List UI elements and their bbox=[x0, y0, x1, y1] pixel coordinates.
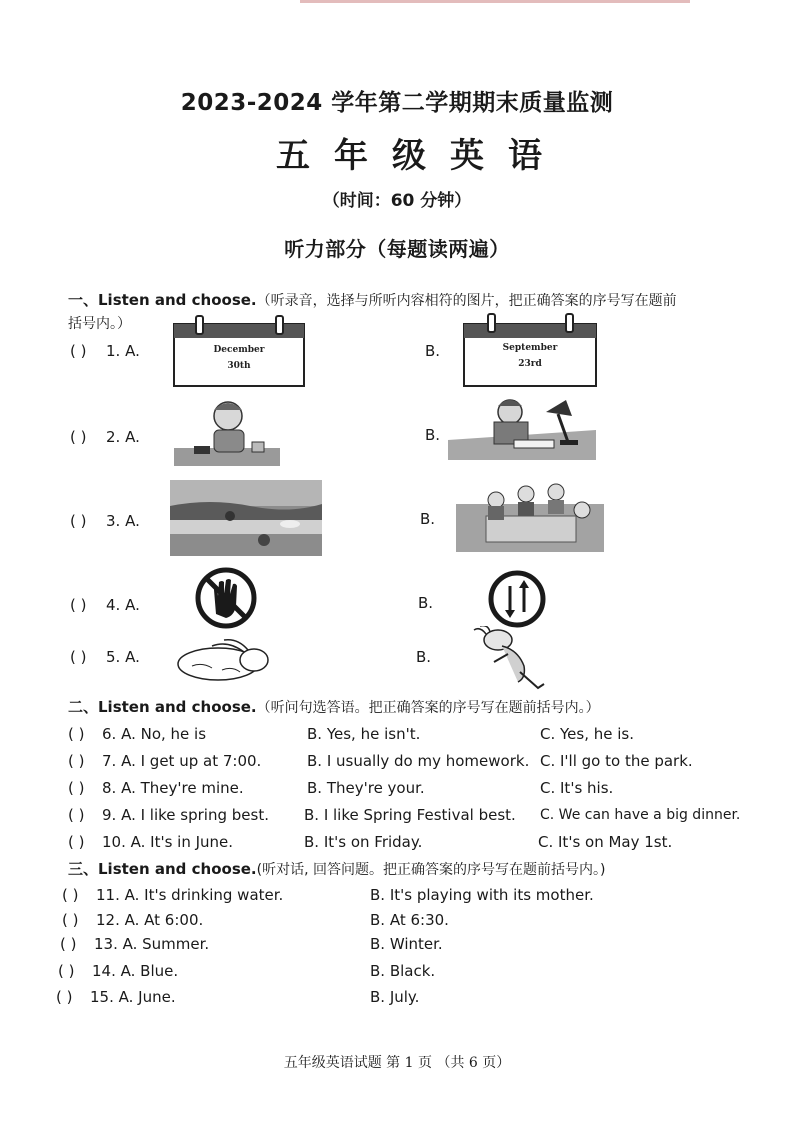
item-label: 3. A. bbox=[106, 512, 140, 530]
answer-paren[interactable]: ( ) bbox=[68, 779, 85, 797]
item-3-option-b: B. bbox=[420, 510, 436, 528]
option-c: C. Yes, he is. bbox=[540, 725, 635, 743]
answer-paren[interactable]: ( ) bbox=[70, 428, 87, 446]
calendar-b-month: September bbox=[502, 343, 558, 353]
section3-heading-cn: (听对话, 回答问题。把正确答案的序号写在题前括号内。) bbox=[256, 862, 606, 878]
option-a: 6. A. No, he is bbox=[102, 725, 207, 743]
option-c: C. It's his. bbox=[540, 779, 614, 797]
item-label: 4. A. bbox=[106, 596, 140, 614]
option-a: 14. A. Blue. bbox=[92, 962, 179, 980]
item-1-option-b: B. bbox=[425, 342, 441, 360]
option-b: B. Winter. bbox=[370, 935, 443, 953]
top-edge-line bbox=[300, 0, 690, 3]
exam-title: 2023-2024 学年第二学期期末质量监测 bbox=[180, 90, 614, 116]
answer-paren[interactable]: ( ) bbox=[68, 752, 85, 770]
calendar-december-picture bbox=[170, 314, 310, 388]
section2-heading-cn: （听问句选答语。把正确答案的序号写在题前括号内。） bbox=[256, 700, 600, 716]
item-5 bbox=[70, 648, 140, 666]
section1-heading-cn: （听录音，选择与所听内容相符的图片，把正确答案的序号写在题前 bbox=[256, 293, 677, 309]
option-b: B. At 6:30. bbox=[370, 911, 449, 929]
answer-paren[interactable]: ( ) bbox=[68, 806, 85, 824]
calendar-a-month: December bbox=[213, 345, 265, 355]
option-b: B. July. bbox=[370, 988, 420, 1006]
option-a: 8. A. They're mine. bbox=[102, 779, 244, 797]
option-a: 7. A. I get up at 7:00. bbox=[102, 752, 262, 770]
option-c: C. It's on May 1st. bbox=[538, 833, 673, 851]
option-a: 9. A. I like spring best. bbox=[102, 806, 269, 824]
answer-paren[interactable]: ( ) bbox=[62, 886, 79, 904]
item-label: 1. A. bbox=[106, 342, 140, 360]
item-1 bbox=[70, 342, 140, 360]
section2-heading bbox=[68, 695, 600, 720]
item-label: 5. A. bbox=[106, 648, 140, 666]
calendar-september-picture bbox=[460, 312, 600, 388]
option-b: B. They're your. bbox=[307, 779, 425, 797]
section3-heading-en: 三、Listen and choose. bbox=[68, 860, 257, 878]
answer-paren[interactable]: ( ) bbox=[68, 833, 85, 851]
answer-paren[interactable]: ( ) bbox=[68, 725, 85, 743]
family-picnic-picture bbox=[456, 480, 604, 552]
item-label: 2. A. bbox=[106, 428, 140, 446]
answer-paren[interactable]: ( ) bbox=[62, 911, 79, 929]
option-c: C. We can have a big dinner. bbox=[540, 807, 741, 823]
calendar-b-day: 23rd bbox=[518, 359, 542, 369]
option-a: 13. A. Summer. bbox=[94, 935, 210, 953]
jumping-rabbit-picture bbox=[472, 626, 552, 694]
boy-studying-lamp-picture bbox=[448, 390, 596, 460]
two-way-traffic-sign-icon bbox=[480, 568, 554, 630]
time-note: （时间：60 分钟） bbox=[322, 191, 472, 211]
option-a: 12. A. At 6:00. bbox=[96, 911, 204, 929]
answer-paren[interactable]: ( ) bbox=[60, 935, 77, 953]
item-2 bbox=[70, 428, 140, 446]
answer-paren[interactable]: ( ) bbox=[70, 648, 87, 666]
section2-heading-en: 二、Listen and choose. bbox=[68, 698, 257, 716]
item-2-option-b: B. bbox=[425, 426, 441, 444]
item-4 bbox=[70, 596, 140, 614]
answer-paren[interactable]: ( ) bbox=[70, 596, 87, 614]
option-b: B. It's playing with its mother. bbox=[370, 886, 594, 904]
subject-title: 五年级英语 bbox=[276, 136, 566, 176]
calendar-a-day: 30th bbox=[227, 361, 251, 371]
option-b: B. I like Spring Festival best. bbox=[304, 806, 516, 824]
no-touching-sign-icon bbox=[186, 566, 266, 630]
answer-paren[interactable]: ( ) bbox=[70, 342, 87, 360]
section1-heading-en: 一、Listen and choose. bbox=[68, 291, 257, 309]
option-a: 15. A. June. bbox=[90, 988, 176, 1006]
option-a: 10. A. It's in June. bbox=[102, 833, 234, 851]
section3-heading bbox=[68, 857, 605, 882]
section1-heading bbox=[68, 288, 677, 313]
section1-heading-cont: 括号内。） bbox=[68, 316, 131, 332]
answer-paren[interactable]: ( ) bbox=[70, 512, 87, 530]
answer-paren[interactable]: ( ) bbox=[56, 988, 73, 1006]
option-b: B. It's on Friday. bbox=[304, 833, 423, 851]
option-b: B. Yes, he isn't. bbox=[307, 725, 421, 743]
option-b: B. Black. bbox=[370, 962, 436, 980]
boy-eating-picture bbox=[174, 396, 280, 468]
listening-heading: 听力部分（每题读两遍） bbox=[284, 237, 510, 261]
option-a: 11. A. It's drinking water. bbox=[96, 886, 284, 904]
item-3 bbox=[70, 512, 140, 530]
page-footer: 五年级英语试题 第 1 页 （共 6 页） bbox=[283, 1055, 511, 1071]
item-4-option-b: B. bbox=[418, 594, 434, 612]
item-5-option-b: B. bbox=[416, 648, 432, 666]
option-b: B. I usually do my homework. bbox=[307, 752, 530, 770]
sleeping-rabbit-picture bbox=[172, 636, 272, 682]
option-c: C. I'll go to the park. bbox=[540, 752, 693, 770]
river-picnic-picture bbox=[170, 480, 322, 556]
answer-paren[interactable]: ( ) bbox=[58, 962, 75, 980]
